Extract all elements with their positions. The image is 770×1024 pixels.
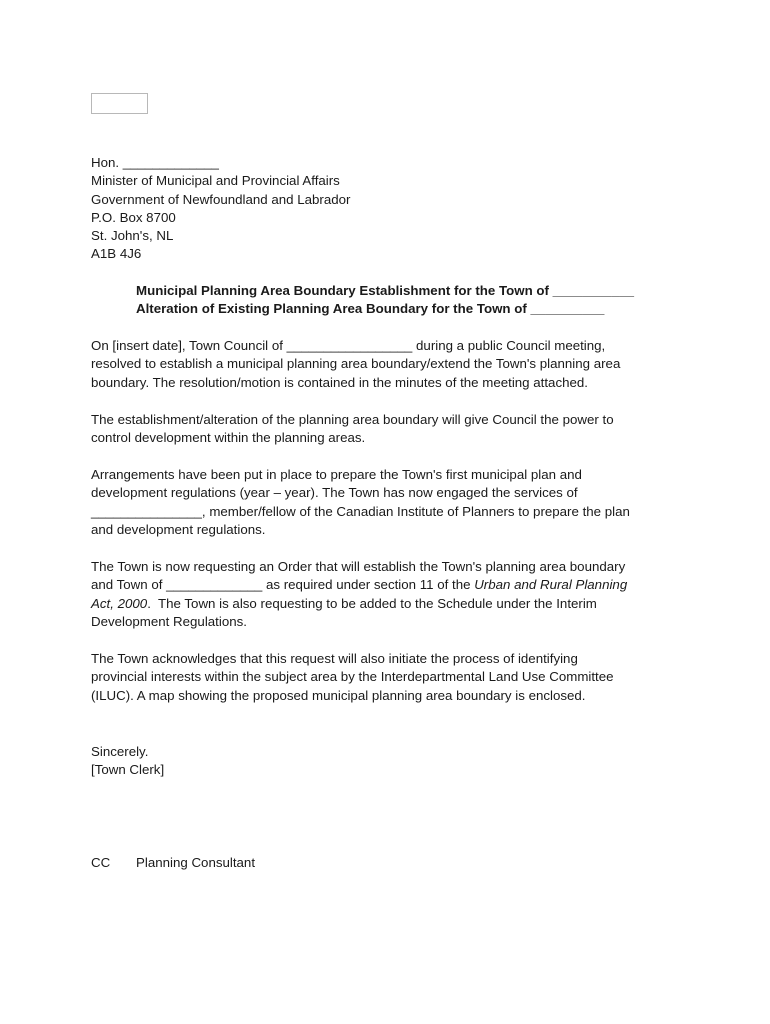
paragraph-line bbox=[91, 595, 691, 613]
paragraph-text: . The Town is also requesting to be added to the Schedule under the Interim bbox=[147, 595, 597, 611]
paragraph-3 bbox=[91, 466, 691, 539]
paragraph-line: provincial interests within the subject area by the Interdepartmental Land Use Committee bbox=[91, 669, 614, 685]
paragraph-line: (ILUC). A map showing the proposed municipal planning area boundary is enclosed. bbox=[91, 687, 586, 703]
signer-name: [Town Clerk] bbox=[91, 762, 165, 778]
subject-heading bbox=[136, 282, 736, 319]
subject-line: Alteration of Existing Planning Area Boundary for the Town of __________ bbox=[136, 301, 605, 317]
paragraph-line: _______________, member/fellow of the Canadian Institute of Planners to prepare the plan bbox=[91, 503, 630, 519]
address-line: Government of Newfoundland and Labrador bbox=[91, 191, 351, 207]
paragraph-line: On [insert date], Town Council of _________________ during a public Council meeting, bbox=[91, 338, 606, 353]
paragraph-line: Arrangements have been put in place to prepare the Town's first municipal plan and bbox=[91, 467, 582, 482]
paragraph-line: The Town acknowledges that this request will also initiate the process of identifying bbox=[91, 651, 578, 666]
cc-line bbox=[91, 854, 691, 872]
cc-recipient: Planning Consultant bbox=[136, 855, 256, 870]
paragraph-line: boundary. The resolution/motion is contained in the minutes of the meeting attached. bbox=[91, 374, 588, 390]
address-line: P.O. Box 8700 bbox=[91, 209, 176, 225]
paragraph-line: Development Regulations. bbox=[91, 613, 247, 629]
act-title: Act, 2000 bbox=[91, 595, 148, 611]
address-line: St. John's, NL bbox=[91, 228, 174, 244]
paragraph-text: and Town of _____________ as required under section 11 of the bbox=[91, 577, 475, 593]
paragraph-4 bbox=[91, 558, 691, 631]
address-line: A1B 4J6 bbox=[91, 246, 142, 262]
address-line: Hon. _____________ bbox=[91, 155, 219, 170]
salutation: Sincerely. bbox=[91, 744, 149, 759]
paragraph-line bbox=[91, 576, 691, 594]
date-field-box bbox=[91, 93, 148, 114]
address-line: Minister of Municipal and Provincial Affairs bbox=[91, 173, 340, 189]
paragraph-2 bbox=[91, 411, 691, 448]
paragraph-1 bbox=[91, 337, 691, 392]
recipient-address bbox=[91, 154, 691, 264]
paragraph-line: The Town is now requesting an Order that will establish the Town's planning area boundary bbox=[91, 559, 626, 574]
cc-label: CC bbox=[91, 855, 111, 870]
subject-line: Municipal Planning Area Boundary Establishment for the Town of ___________ bbox=[136, 283, 635, 298]
act-title: Urban and Rural Planning bbox=[474, 577, 628, 593]
paragraph-line: The establishment/alteration of the planning area boundary will give Council the power to bbox=[91, 412, 614, 427]
paragraph-5 bbox=[91, 650, 691, 705]
paragraph-line: resolved to establish a municipal planning area boundary/extend the Town's planning area bbox=[91, 356, 621, 372]
paragraph-line: and development regulations. bbox=[91, 521, 266, 537]
closing-block bbox=[91, 743, 691, 780]
paragraph-line: control development within the planning areas. bbox=[91, 430, 366, 446]
paragraph-line: development regulations (year – year). The Town has now engaged the services of bbox=[91, 485, 578, 501]
